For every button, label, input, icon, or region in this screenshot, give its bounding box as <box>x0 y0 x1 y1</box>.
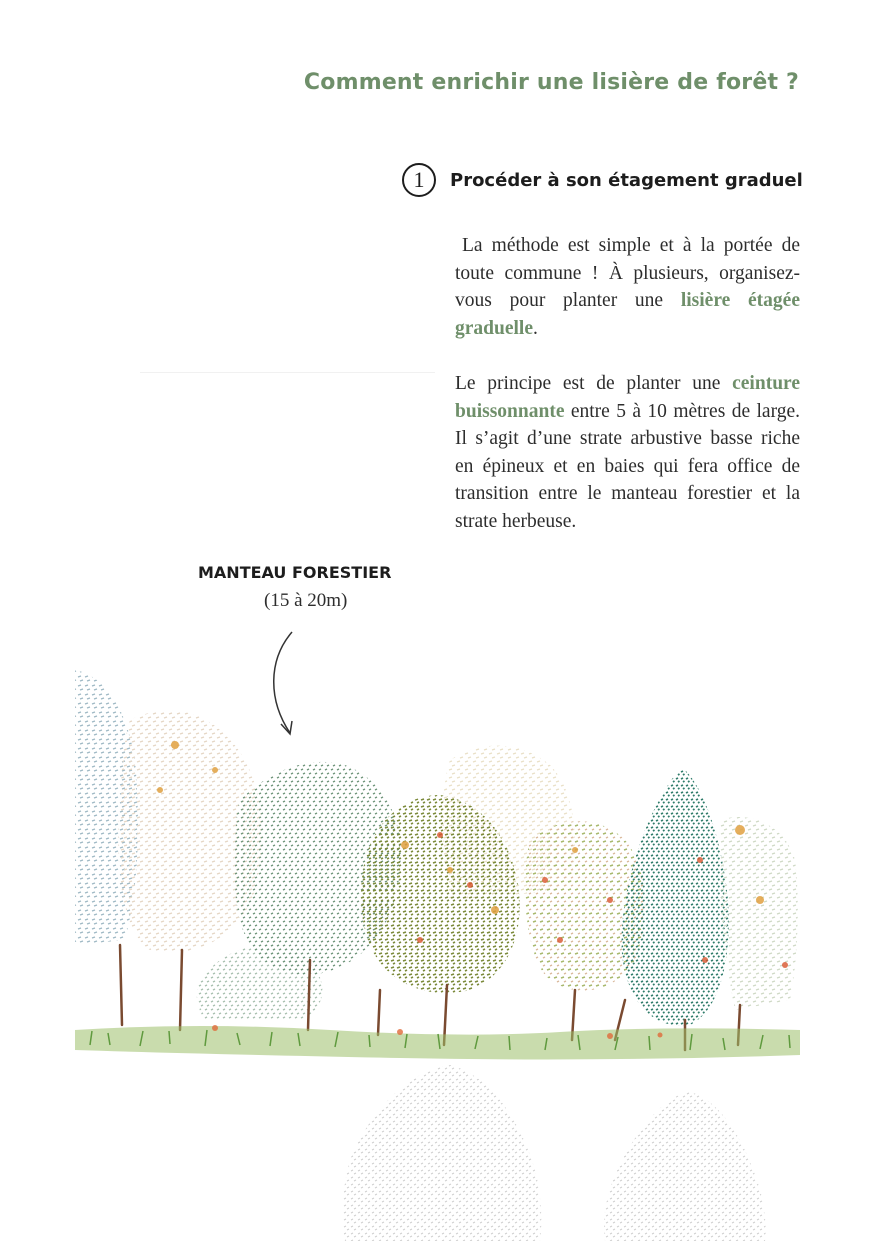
paragraph-text: Le principe est de planter une <box>455 373 733 394</box>
paragraph-text: . <box>533 317 538 339</box>
section-title: Procéder à son étagement graduel <box>450 169 803 191</box>
highlight-term: lisière étagée graduelle <box>455 290 800 339</box>
step-number-badge: 1 <box>402 163 436 197</box>
paragraph-text: entre 5 à 10 mètres de large. Il s’agit d’une strate arbustive basse riche en épineux et en baies qui fera office de transition entre le manteau forestier et la strate herbeuse. <box>455 400 800 532</box>
paragraph-text: La méthode est simple et à la portée de toute commune ! À plusieurs, organisez-vous pour planter une <box>455 235 800 311</box>
page-title: Comment enrichir une lisière de forêt ? <box>303 70 799 95</box>
highlight-term: ceinture buissonnante <box>455 373 800 422</box>
illustration-label-title: MANTEAU FORESTIER <box>198 563 392 582</box>
illustration-label-subtitle: (15 à 20m) <box>264 590 348 611</box>
